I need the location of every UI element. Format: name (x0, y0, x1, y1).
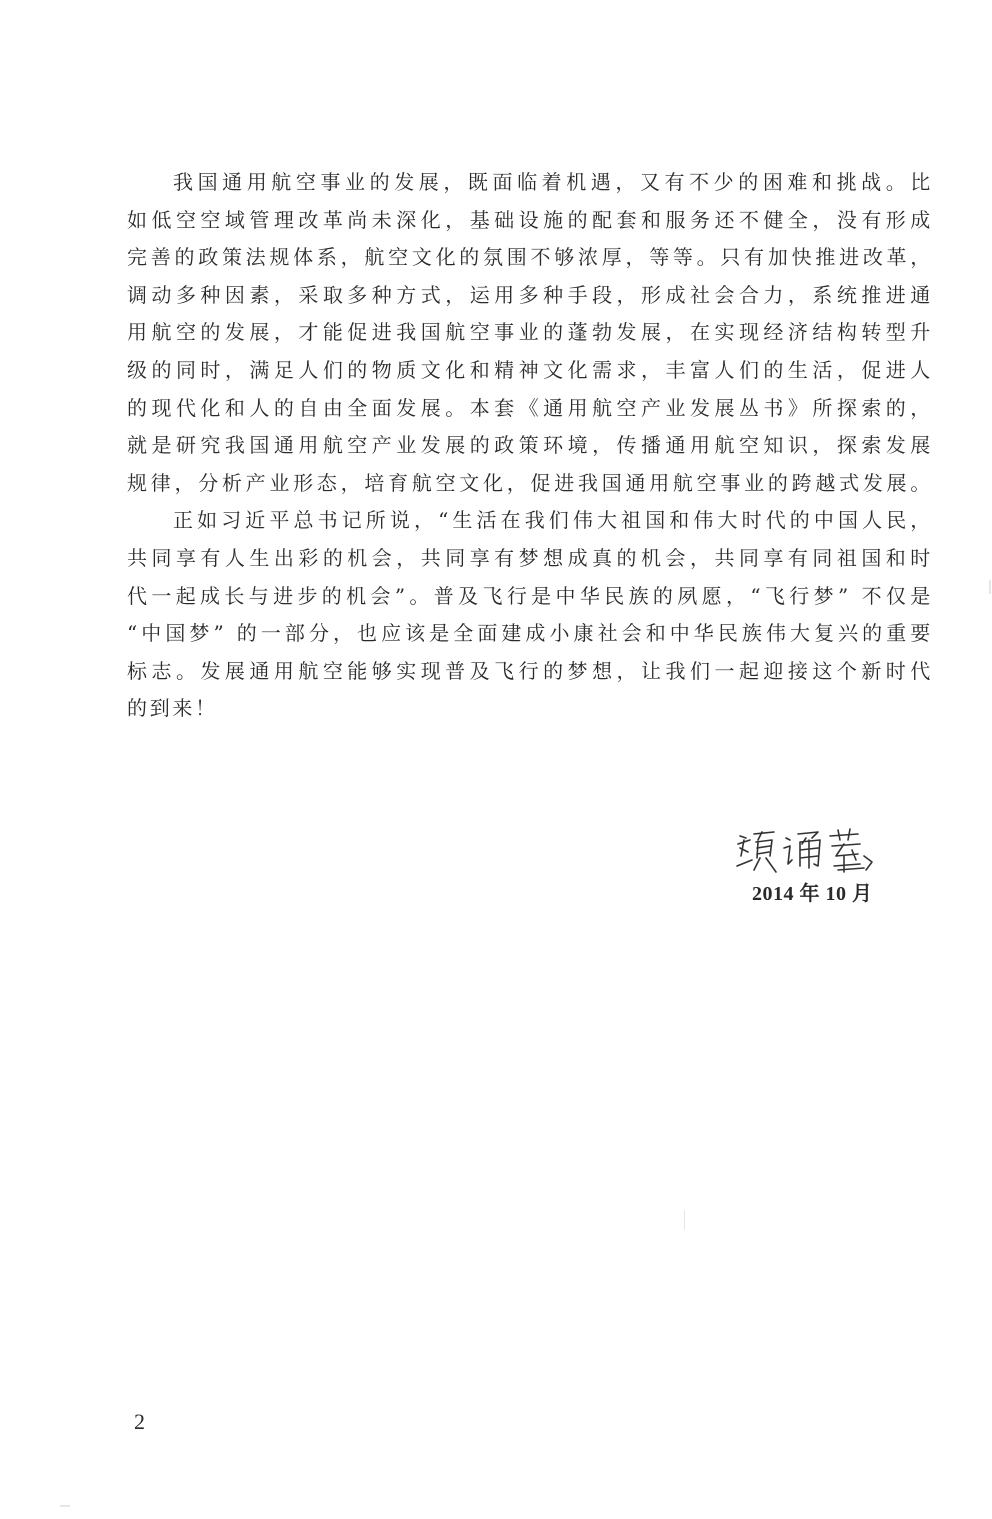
text-line: 级的同时，满足人们的物质文化和精神文化需求，丰富人们的生活，促进人 (127, 357, 933, 382)
scan-edge-mark (60, 1505, 70, 1507)
scan-edge-mark (684, 1210, 685, 1230)
text-line: 标志。发展通用航空能够实现普及飞行的梦想，让我们一起迎接这个新时代 (127, 658, 933, 683)
paragraph-1 (127, 164, 933, 502)
handwritten-signature (734, 826, 884, 878)
text-line: 规律，分析产业形态，培育航空文化，促进我国通用航空事业的跨越式发展。 (127, 470, 933, 495)
page-number: 2 (134, 1409, 145, 1434)
body-text (127, 164, 933, 728)
text-line: 正如习近平总书记所说，“生活在我们伟大祖国和伟大时代的中国人民， (173, 508, 933, 533)
text-line: 就是研究我国通用航空产业发展的政策环境，传播通用航空知识，探索发展 (127, 433, 933, 458)
text-line: 如低空空域管理改革尚未深化，基础设施的配套和服务还不健全，没有形成 (127, 207, 933, 232)
date: 2014 年 10 月 (752, 883, 873, 905)
text-line: “中国梦” 的一部分，也应该是全面建成小康社会和中华民族伟大复兴的重要 (127, 621, 933, 646)
text-line: 用航空的发展，才能促进我国航空事业的蓬勃发展，在实现经济结构转型升 (127, 320, 933, 345)
text-line: 共同享有人生出彩的机会，共同享有梦想成真的机会，共同享有同祖国和时 (127, 545, 933, 570)
scan-edge-mark (989, 580, 991, 594)
text-line: 的现代化和人的自由全面发展。本套《通用航空产业发展丛书》所探索的， (127, 395, 933, 420)
text-line: 我国通用航空事业的发展，既面临着机遇，又有不少的困难和挑战。比 (173, 170, 933, 194)
text-line: 完善的政策法规体系，航空文化的氛围不够浓厚，等等。只有加快推进改革， (127, 245, 933, 270)
text-line: 代一起成长与进步的机会”。普及飞行是中华民族的夙愿，“飞行梦” 不仅是 (127, 583, 933, 608)
text-line: 调动多种因素，采取多种方式，运用多种手段，形成社会合力，系统推进通 (127, 282, 933, 307)
paragraph-2 (127, 502, 933, 728)
text-line: 的到来！ (127, 696, 218, 721)
